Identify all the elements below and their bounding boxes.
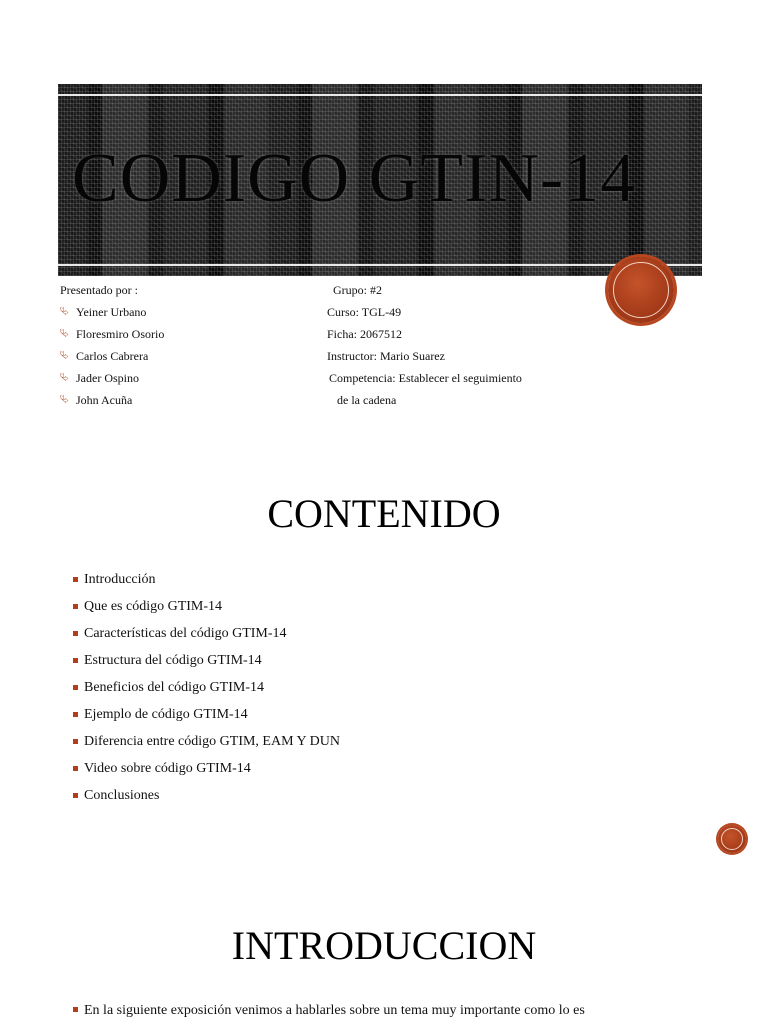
list-item: Beneficios del código GTIM-14 [73, 674, 340, 701]
introduction-line: En la siguiente exposición venimos a hablarles sobre un tema muy importante como lo es [84, 1003, 585, 1018]
list-item: Ejemplo de código GTIM-14 [73, 701, 340, 728]
member-item: ⮱ Carlos Cabrera [60, 345, 164, 367]
list-item: Video sobre código GTIM-14 [73, 755, 340, 782]
contents-list [73, 566, 340, 809]
member-item: ⮱ Jader Ospino [60, 367, 164, 389]
competence-line-2: de la cadena [337, 393, 397, 407]
presented-by-label: Presentado por : [60, 283, 138, 297]
square-bullet-icon [73, 1007, 78, 1012]
banner-bottom-rule [58, 264, 702, 266]
introduction-title: INTRODUCCION [231, 923, 537, 968]
course-label: Curso: TGL-49 [327, 305, 402, 319]
contents-title: CONTENIDO [267, 491, 501, 536]
member-item: ⮱ Yeiner Urbano [60, 301, 164, 323]
member-item: ⮱ John Acuña [60, 389, 164, 411]
member-item: ⮱ Floresmiro Osorio [60, 323, 164, 345]
presenters-list [60, 279, 164, 411]
course-info [327, 279, 522, 411]
competence-line-1: Competencia: Establecer el seguimiento [329, 371, 522, 385]
slide-title: CODIGO GTIN-14 [72, 140, 637, 217]
file-label: Ficha: 2067512 [327, 327, 402, 341]
list-item: Diferencia entre código GTIM, EAM Y DUN [73, 728, 340, 755]
list-item: Introducción [73, 566, 340, 593]
group-label: Grupo: #2 [333, 283, 382, 297]
introduction-paragraph [73, 1002, 693, 1020]
list-item: Estructura del código GTIM-14 [73, 647, 340, 674]
list-item: Que es código GTIM-14 [73, 593, 340, 620]
list-item: Características del código GTIM-14 [73, 620, 340, 647]
list-item: Conclusiones [73, 782, 340, 809]
circle-ornament-icon [608, 257, 674, 323]
instructor-label: Instructor: Mario Suarez [327, 349, 445, 363]
circle-ornament-icon [718, 825, 746, 853]
banner-top-rule [58, 94, 702, 96]
title-banner [58, 84, 702, 276]
